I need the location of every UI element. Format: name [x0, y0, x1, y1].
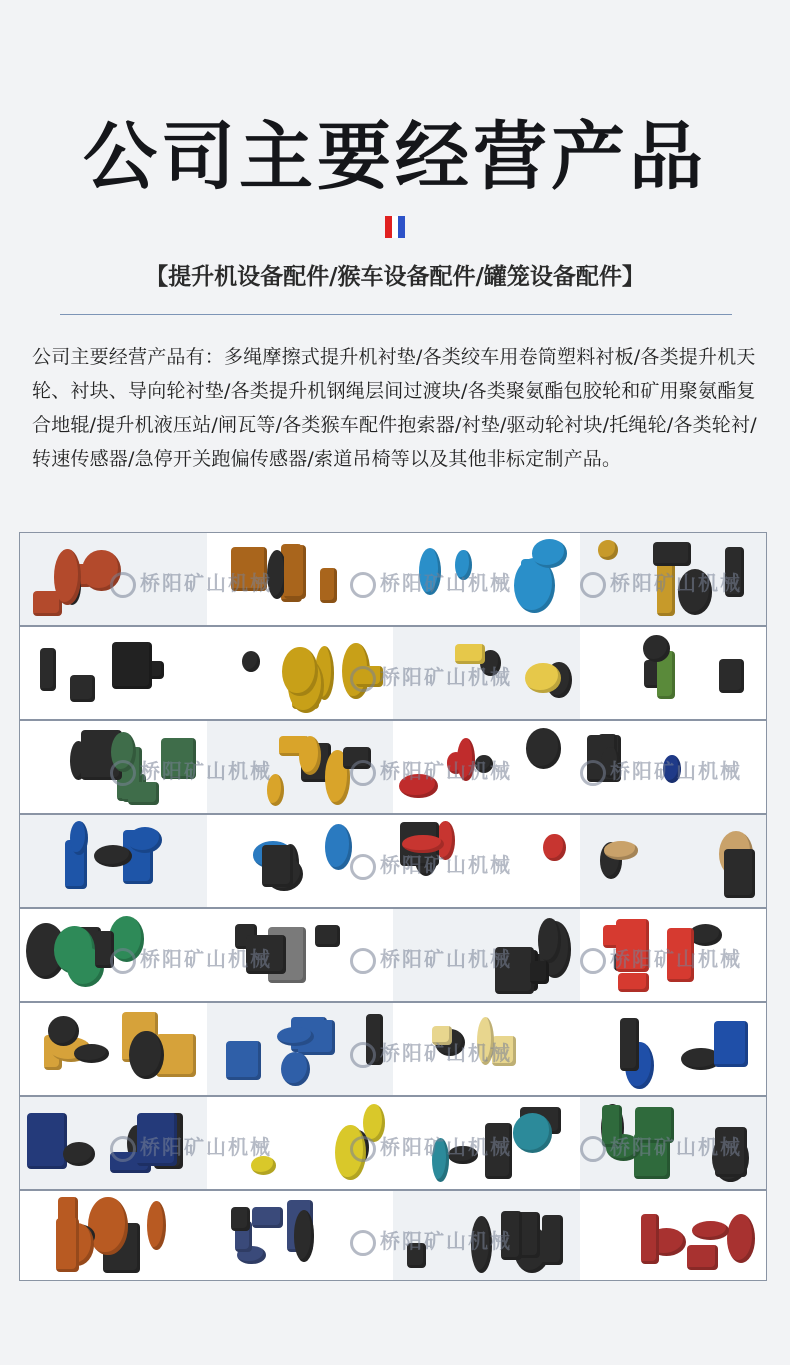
product-photo-row	[20, 1191, 766, 1280]
product-item	[643, 635, 670, 662]
product-item	[281, 1052, 310, 1086]
product-item	[598, 540, 618, 559]
watermark-label: 桥阳矿山机械	[380, 1135, 512, 1159]
product-item	[70, 675, 95, 702]
product-item	[112, 642, 152, 689]
product-categories-subtitle: 【提升机设备配件/猴车设备配件/罐笼设备配件】	[145, 263, 645, 290]
watermark-label: 桥阳矿山机械	[380, 947, 512, 971]
watermark-text	[580, 943, 742, 974]
watermark-label: 桥阳矿山机械	[610, 571, 742, 595]
watermark-logo-icon	[110, 572, 136, 598]
product-item	[294, 1210, 315, 1262]
product-photo-row	[20, 1003, 766, 1097]
product-item	[542, 1215, 563, 1265]
product-item	[147, 1201, 166, 1250]
watermark-logo-icon	[350, 666, 376, 692]
product-item	[513, 1113, 553, 1152]
product-item	[538, 918, 561, 963]
watermark-text	[580, 755, 742, 786]
product-item	[48, 1016, 79, 1046]
watermark-text	[110, 1131, 272, 1162]
watermark-text	[350, 1131, 512, 1162]
watermark-label: 桥阳矿山机械	[380, 1229, 512, 1253]
watermark-text	[350, 661, 512, 692]
watermark-logo-icon	[580, 572, 606, 598]
product-item	[618, 973, 649, 991]
watermark-text	[350, 755, 512, 786]
product-item	[282, 647, 318, 696]
product-photo	[20, 1191, 207, 1280]
watermark-label: 桥阳矿山机械	[140, 571, 272, 595]
product-item	[641, 1214, 659, 1264]
product-photo	[20, 627, 207, 719]
flag-red-stripe	[385, 216, 392, 238]
product-photo-row	[20, 627, 766, 721]
watermark-logo-icon	[350, 854, 376, 880]
watermark-text	[110, 755, 272, 786]
product-photo	[580, 1003, 767, 1095]
product-item	[56, 1218, 79, 1272]
product-item	[687, 1245, 718, 1271]
watermark-logo-icon	[110, 760, 136, 786]
watermark-logo-icon	[350, 572, 376, 598]
product-photo	[580, 627, 767, 719]
watermark-label: 桥阳矿山机械	[610, 1135, 742, 1159]
watermark-text	[580, 1131, 742, 1162]
product-item	[320, 568, 337, 602]
watermark-logo-icon	[580, 1136, 606, 1162]
product-item	[252, 1207, 283, 1228]
watermark-label: 桥阳矿山机械	[380, 1041, 512, 1065]
watermark-text	[350, 1225, 512, 1256]
watermark-text	[110, 567, 272, 598]
product-item	[40, 648, 56, 691]
product-item	[128, 827, 162, 853]
product-item	[719, 659, 744, 694]
product-item	[692, 1221, 729, 1240]
watermark-logo-icon	[350, 1136, 376, 1162]
watermark-label: 桥阳矿山机械	[380, 571, 512, 595]
product-item	[88, 1197, 127, 1254]
product-item	[242, 651, 260, 672]
product-photo-row	[20, 533, 766, 627]
product-item	[277, 1027, 314, 1046]
product-photo-row	[20, 1097, 766, 1191]
watermark-logo-icon	[580, 760, 606, 786]
watermark-label: 桥阳矿山机械	[380, 759, 512, 783]
watermark-text	[350, 1037, 512, 1068]
watermark-label: 桥阳矿山机械	[140, 1135, 272, 1159]
product-photo-row	[20, 815, 766, 909]
product-item	[129, 1031, 163, 1080]
product-photo-row	[20, 721, 766, 815]
watermark-text	[110, 943, 272, 974]
product-item	[262, 845, 293, 887]
divider-line	[60, 314, 732, 315]
watermark-label: 桥阳矿山机械	[380, 853, 512, 877]
watermark-text	[580, 567, 742, 598]
flag-divider-icon	[385, 216, 405, 238]
product-item	[724, 849, 755, 898]
product-item	[226, 1041, 260, 1080]
watermark-text	[350, 849, 512, 880]
product-item	[525, 663, 560, 693]
watermark-logo-icon	[350, 1042, 376, 1068]
watermark-logo-icon	[350, 760, 376, 786]
watermark-logo-icon	[110, 948, 136, 974]
product-photo	[580, 1191, 767, 1280]
product-gallery	[19, 532, 767, 1281]
watermark-logo-icon	[350, 948, 376, 974]
product-item	[653, 542, 691, 566]
product-item	[714, 1021, 748, 1068]
product-item	[325, 824, 352, 870]
product-photo	[20, 815, 207, 907]
watermark-label: 桥阳矿山机械	[380, 665, 512, 689]
product-item	[74, 1044, 110, 1063]
product-item	[315, 925, 340, 947]
product-item	[727, 1214, 755, 1263]
product-item	[63, 1142, 95, 1166]
product-photo	[20, 1003, 207, 1095]
product-item	[526, 728, 562, 769]
watermark-label: 桥阳矿山机械	[610, 947, 742, 971]
product-photo-row	[20, 909, 766, 1003]
product-item	[604, 841, 638, 860]
watermark-logo-icon	[580, 948, 606, 974]
product-item	[231, 1207, 250, 1231]
product-item	[284, 545, 306, 598]
watermark-text	[350, 567, 512, 598]
product-item	[532, 539, 567, 568]
page-title: 公司主要经营产品	[83, 114, 707, 200]
watermark-label: 桥阳矿山机械	[610, 759, 742, 783]
watermark-logo-icon	[110, 1136, 136, 1162]
product-item	[543, 834, 565, 862]
product-item	[620, 1018, 639, 1071]
flag-blue-stripe	[398, 216, 405, 238]
watermark-logo-icon	[350, 1230, 376, 1256]
watermark-label: 桥阳矿山机械	[140, 947, 272, 971]
watermark-label: 桥阳矿山机械	[140, 759, 272, 783]
intro-paragraph: 公司主要经营产品有：多绳摩擦式提升机衬垫/各类绞车用卷筒塑料衬板/各类提升机天轮、衬块、导向轮衬垫/各类提升机钢绳层间过渡块/各类聚氨酯包胶轮和矿用聚氨酯复合地辊/提升机液压站/闸瓦等/各类猴车配件抱索器/衬垫/驱动轮衬块/托绳轮/各类轮衬/转速传感器/急停开关跑偏传感器/索道吊椅等以及其他非标定制产品。	[32, 346, 757, 470]
product-item	[530, 961, 549, 984]
product-item	[27, 1113, 67, 1170]
flag-white-stripe	[392, 216, 399, 238]
product-photo	[580, 815, 767, 907]
watermark-text	[350, 943, 512, 974]
